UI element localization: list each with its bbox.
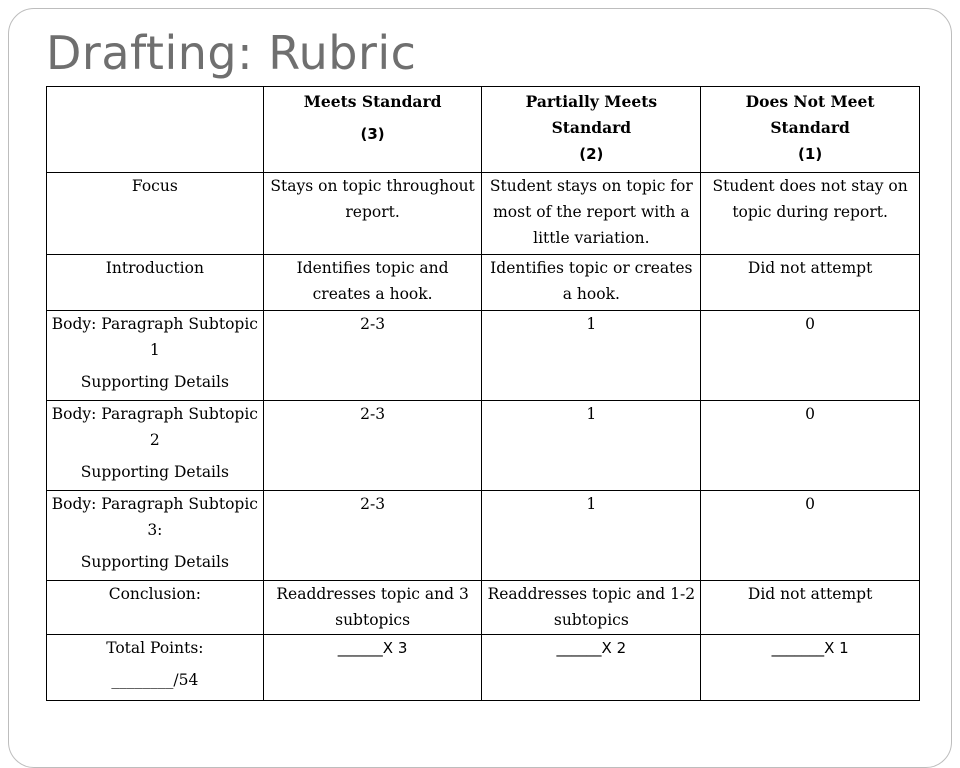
rating-cell: Readdresses topic and 3 subtopics — [263, 581, 482, 635]
column-label: Meets Standard — [303, 92, 442, 111]
total-multiplier-cell: ______X 2 — [482, 635, 701, 701]
total-blank: ________/54 — [111, 671, 199, 689]
header-does-not-meet — [701, 87, 920, 173]
rating-cell: 1 — [482, 491, 701, 581]
column-label: Partially Meets Standard — [525, 92, 658, 137]
total-label: Total Points: — [106, 639, 204, 657]
rating-cell: 0 — [701, 311, 920, 401]
table-row-body-2 — [47, 401, 920, 491]
rating-cell: Did not attempt — [701, 581, 920, 635]
criterion-sub-label: Supporting Details — [80, 373, 229, 391]
criterion-cell: Focus — [47, 173, 264, 255]
criterion-cell — [47, 401, 264, 491]
criterion-sub-label: Supporting Details — [80, 463, 229, 481]
table-row-introduction — [47, 255, 920, 311]
rating-cell: Identifies topic or creates a hook. — [482, 255, 701, 311]
criterion-label: Body: Paragraph Subtopic 3: — [51, 495, 258, 539]
criterion-label: Body: Paragraph Subtopic 1 — [51, 315, 258, 359]
rubric-table — [46, 86, 920, 701]
header-partially-meets — [482, 87, 701, 173]
criterion-cell — [47, 311, 264, 401]
rating-cell: 2-3 — [263, 491, 482, 581]
rating-cell: Identifies topic and creates a hook. — [263, 255, 482, 311]
criterion-cell: Introduction — [47, 255, 264, 311]
header-row — [47, 87, 920, 173]
rating-cell: Stays on topic throughout report. — [263, 173, 482, 255]
total-multiplier-cell: ______X 3 — [263, 635, 482, 701]
column-points: (1) — [798, 145, 823, 163]
rating-cell: 1 — [482, 311, 701, 401]
column-label: Does Not Meet Standard — [745, 92, 875, 137]
rating-cell: 0 — [701, 401, 920, 491]
table-row-conclusion — [47, 581, 920, 635]
slide-title: Drafting: Rubric — [46, 26, 417, 80]
total-points-cell — [47, 635, 264, 701]
rating-cell: Did not attempt — [701, 255, 920, 311]
criterion-cell: Conclusion: — [47, 581, 264, 635]
rating-cell: Student does not stay on topic during report. — [701, 173, 920, 255]
criterion-sub-label: Supporting Details — [80, 553, 229, 571]
rating-cell: Student stays on topic for most of the report with a little variation. — [482, 173, 701, 255]
rating-cell: 0 — [701, 491, 920, 581]
rating-cell: 2-3 — [263, 401, 482, 491]
criterion-cell — [47, 491, 264, 581]
rating-cell: Readdresses topic and 1-2 subtopics — [482, 581, 701, 635]
column-points: (3) — [360, 125, 385, 143]
table-row-body-1 — [47, 311, 920, 401]
table-row-total — [47, 635, 920, 701]
header-empty-cell — [47, 87, 264, 173]
rating-cell: 2-3 — [263, 311, 482, 401]
total-multiplier-cell: _______X 1 — [701, 635, 920, 701]
rating-cell: 1 — [482, 401, 701, 491]
criterion-label: Body: Paragraph Subtopic 2 — [51, 405, 258, 449]
column-points: (2) — [579, 145, 604, 163]
table-row-body-3 — [47, 491, 920, 581]
table-row-focus — [47, 173, 920, 255]
header-meets-standard — [263, 87, 482, 173]
